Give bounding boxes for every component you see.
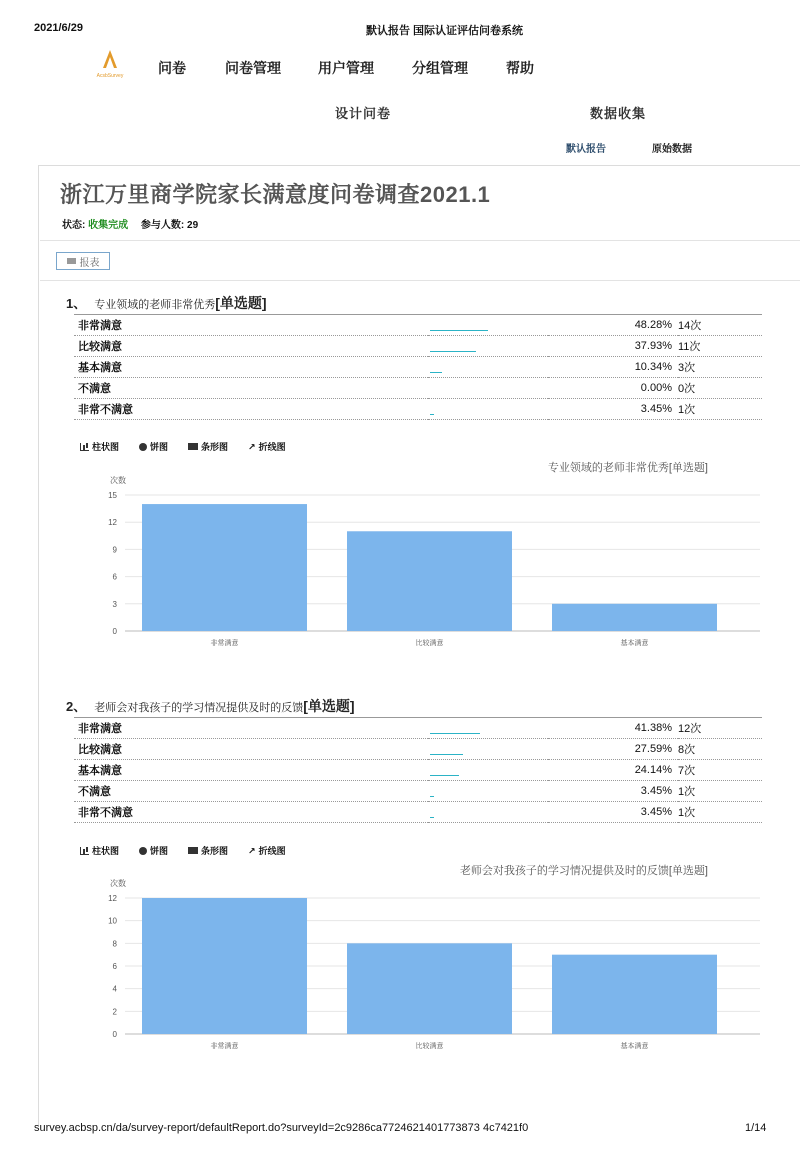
tab-label: 柱状图 xyxy=(92,442,120,452)
option-count: 1次 xyxy=(678,781,762,802)
table-row xyxy=(74,399,762,420)
table-icon xyxy=(67,258,76,264)
tab-pie-chart[interactable] xyxy=(139,844,168,857)
option-count: 1次 xyxy=(678,802,762,823)
status-label: 状态: xyxy=(62,220,86,231)
option-label: 比较满意 xyxy=(74,739,428,760)
y-tick-label: 10 xyxy=(108,916,117,926)
bar-chart-icon xyxy=(80,443,89,451)
percent-bar xyxy=(430,351,476,352)
y-tick-label: 15 xyxy=(108,491,117,500)
status-badge: 收集完成 xyxy=(88,220,129,231)
tab-bar-chart[interactable] xyxy=(80,844,119,857)
chart-title: 专业领域的老师非常优秀[单选题] xyxy=(547,462,708,474)
question-number: 1、 xyxy=(66,296,87,311)
option-count: 11次 xyxy=(678,336,762,357)
question-title xyxy=(66,293,267,313)
line-chart-icon: ↗ xyxy=(248,441,256,452)
option-percent: 37.93% xyxy=(548,336,678,357)
option-count: 12次 xyxy=(678,718,762,739)
tab-pie-chart[interactable] xyxy=(139,440,168,453)
question-text: 专业领域的老师非常优秀 xyxy=(94,299,216,311)
table-row xyxy=(74,718,762,739)
tab-row-chart[interactable] xyxy=(188,440,228,453)
y-tick-label: 8 xyxy=(112,939,117,949)
table-row xyxy=(74,315,762,336)
option-count: 14次 xyxy=(678,315,762,336)
option-bar-cell xyxy=(428,760,548,781)
option-label: 非常不满意 xyxy=(74,399,428,420)
tab-bar-chart[interactable] xyxy=(80,440,119,453)
chart-bar xyxy=(347,531,512,631)
page-number: 1/14 xyxy=(745,1122,767,1134)
nav-surveys[interactable]: 问卷 xyxy=(158,60,186,76)
option-count: 8次 xyxy=(678,739,762,760)
report-button[interactable] xyxy=(56,252,110,270)
y-axis-label: 次数 xyxy=(110,476,126,485)
option-bar-cell xyxy=(428,357,548,378)
chart-bar xyxy=(142,898,307,1034)
tab-label: 折线图 xyxy=(258,846,286,856)
x-tick-label: 非常满意 xyxy=(210,640,239,647)
option-percent: 0.00% xyxy=(548,378,678,399)
option-bar-cell xyxy=(428,315,548,336)
y-tick-label: 4 xyxy=(112,984,117,994)
y-tick-label: 0 xyxy=(112,1030,117,1039)
y-tick-label: 12 xyxy=(108,894,117,903)
pie-chart-icon xyxy=(139,443,147,451)
survey-status xyxy=(62,216,198,231)
chart-bar xyxy=(142,504,307,631)
print-title: 默认报告 国际认证评估问卷系统 xyxy=(366,25,524,37)
option-bar-cell xyxy=(428,336,548,357)
option-percent: 3.45% xyxy=(548,802,678,823)
question-type: [单选题] xyxy=(303,698,355,714)
question-title xyxy=(66,696,355,716)
x-tick-label: 基本满意 xyxy=(620,640,649,647)
percent-bar xyxy=(430,796,434,797)
percent-bar xyxy=(430,733,480,734)
chart-type-tabs xyxy=(80,844,286,857)
report-button-label: 报表 xyxy=(79,257,100,269)
percent-bar xyxy=(430,817,434,818)
y-tick-label: 0 xyxy=(112,627,117,636)
tab-line-chart[interactable] xyxy=(248,440,286,453)
bar-chart xyxy=(40,858,762,1058)
x-tick-label: 比较满意 xyxy=(415,1043,444,1050)
pie-chart-icon xyxy=(139,847,147,855)
tab-label: 饼图 xyxy=(150,442,169,452)
results-table xyxy=(74,717,762,823)
logo-text: AcsbSurvey xyxy=(96,73,124,79)
table-row xyxy=(74,802,762,823)
option-percent: 3.45% xyxy=(548,399,678,420)
option-percent: 24.14% xyxy=(548,760,678,781)
tab-label: 条形图 xyxy=(201,442,229,452)
option-bar-cell xyxy=(428,718,548,739)
table-row xyxy=(74,378,762,399)
tab-label: 饼图 xyxy=(150,846,169,856)
y-tick-label: 3 xyxy=(112,599,117,609)
x-tick-label: 非常满意 xyxy=(210,1043,239,1050)
question-number: 2、 xyxy=(66,699,87,714)
tab-data-collection[interactable]: 数据收集 xyxy=(590,106,647,121)
line-chart-icon: ↗ xyxy=(248,845,256,856)
row-chart-icon xyxy=(188,847,198,854)
nav-group-management[interactable]: 分组管理 xyxy=(412,60,468,76)
percent-bar xyxy=(430,754,463,755)
y-tick-label: 6 xyxy=(112,572,117,582)
option-percent: 27.59% xyxy=(548,739,678,760)
x-tick-label: 基本满意 xyxy=(620,1043,649,1050)
table-row xyxy=(74,336,762,357)
option-count: 1次 xyxy=(678,399,762,420)
table-row xyxy=(74,781,762,802)
x-tick-label: 比较满意 xyxy=(415,640,444,647)
table-row xyxy=(74,739,762,760)
y-tick-label: 9 xyxy=(112,545,117,555)
percent-bar xyxy=(430,775,459,776)
chart-bar xyxy=(347,943,512,1034)
nav-help[interactable]: 帮助 xyxy=(506,60,534,76)
y-tick-label: 12 xyxy=(108,518,117,528)
option-percent: 48.28% xyxy=(548,315,678,336)
option-bar-cell xyxy=(428,739,548,760)
option-label: 非常满意 xyxy=(74,315,428,336)
tab-label: 折线图 xyxy=(258,442,286,452)
option-label: 非常满意 xyxy=(74,718,428,739)
question-type: [单选题] xyxy=(215,295,267,311)
tab-default-report[interactable]: 默认报告 xyxy=(566,144,606,155)
option-label: 基本满意 xyxy=(74,760,428,781)
results-table xyxy=(74,314,762,420)
option-label: 不满意 xyxy=(74,781,428,802)
bar-chart-icon xyxy=(80,847,89,855)
chart-title: 老师会对我孩子的学习情况提供及时的反馈[单选题] xyxy=(459,865,708,877)
option-percent: 10.34% xyxy=(548,357,678,378)
tab-raw-data[interactable]: 原始数据 xyxy=(652,144,692,155)
tab-label: 柱状图 xyxy=(92,846,120,856)
print-url: survey.acbsp.cn/da/survey-report/defaultReport.do?surveyId=2c9286ca7724621401773873 4c7421f0 xyxy=(34,1122,529,1134)
percent-bar xyxy=(430,330,488,331)
option-count: 3次 xyxy=(678,357,762,378)
option-label: 非常不满意 xyxy=(74,802,428,823)
chart-bar xyxy=(552,955,717,1034)
option-bar-cell xyxy=(428,399,548,420)
y-tick-label: 6 xyxy=(112,962,117,971)
question-text: 老师会对我孩子的学习情况提供及时的反馈 xyxy=(94,702,304,714)
nav-user-management[interactable]: 用户管理 xyxy=(318,60,374,76)
tab-row-chart[interactable] xyxy=(188,844,228,857)
divider xyxy=(40,280,800,281)
option-count: 7次 xyxy=(678,760,762,781)
bar-chart xyxy=(40,455,762,655)
option-percent: 41.38% xyxy=(548,718,678,739)
y-tick-label: 2 xyxy=(112,1007,117,1017)
option-label: 不满意 xyxy=(74,378,428,399)
divider xyxy=(40,240,800,241)
page-title: 浙江万里商学院家长满意度问卷调查2021.1 xyxy=(60,182,491,207)
option-label: 比较满意 xyxy=(74,336,428,357)
table-row xyxy=(74,760,762,781)
chart-type-tabs xyxy=(80,440,286,453)
tab-design-survey[interactable]: 设计问卷 xyxy=(335,106,392,121)
y-axis-label: 次数 xyxy=(110,879,126,888)
percent-bar xyxy=(430,414,434,415)
tab-line-chart[interactable] xyxy=(248,844,286,857)
logo[interactable] xyxy=(90,48,130,80)
chart-bar xyxy=(552,604,717,631)
nav-survey-management[interactable]: 问卷管理 xyxy=(225,60,281,76)
participants-count: 29 xyxy=(187,220,199,231)
percent-bar xyxy=(430,372,442,373)
table-row xyxy=(74,357,762,378)
logo-mark-icon xyxy=(90,48,130,80)
option-bar-cell xyxy=(428,378,548,399)
option-label: 基本满意 xyxy=(74,357,428,378)
option-bar-cell xyxy=(428,802,548,823)
option-bar-cell xyxy=(428,781,548,802)
participants-label: 参与人数: xyxy=(140,220,185,231)
tab-label: 条形图 xyxy=(201,846,229,856)
print-date: 2021/6/29 xyxy=(34,22,83,34)
row-chart-icon xyxy=(188,443,198,450)
option-percent: 3.45% xyxy=(548,781,678,802)
option-count: 0次 xyxy=(678,378,762,399)
